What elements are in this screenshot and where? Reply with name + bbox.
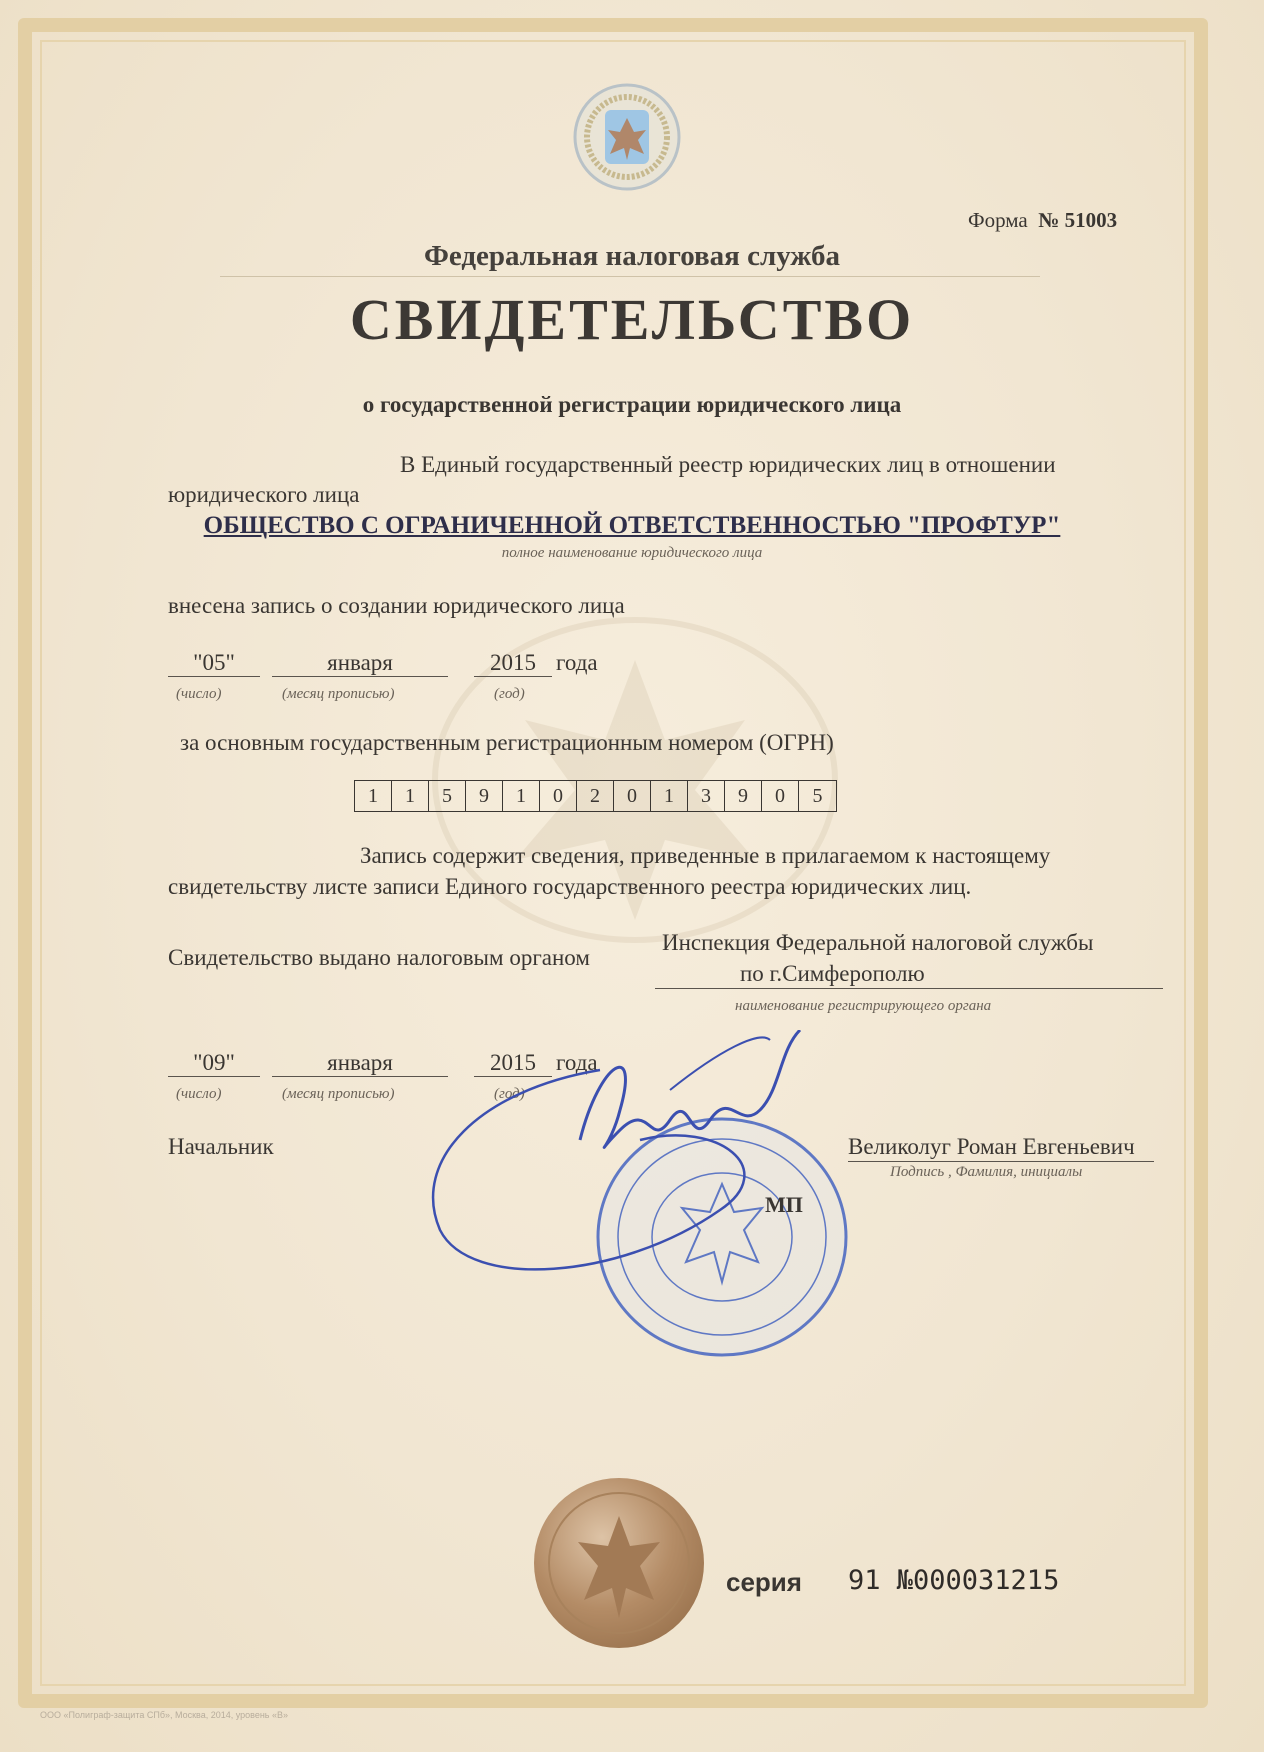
agency-name: Федеральная налоговая служба xyxy=(423,240,841,272)
issue-year: 2015 xyxy=(474,1050,552,1077)
issuer-underline xyxy=(655,988,1163,989)
document-title: СВИДЕТЕЛЬСТВО xyxy=(349,287,915,352)
signature-icon xyxy=(420,1030,920,1320)
ogrn-digit: 5 xyxy=(429,781,466,811)
ogrn-digit: 3 xyxy=(688,781,725,811)
ogrn-digit: 1 xyxy=(392,781,429,811)
form-label: Форма xyxy=(968,208,1028,232)
intro-line-1: В Единый государственный реестр юридических лиц в отношении xyxy=(400,452,1056,477)
head-caption: Подпись , Фамилия, инициалы xyxy=(890,1164,1083,1180)
ogrn-digit: 1 xyxy=(503,781,540,811)
entry-text: внесена запись о создании юридического лица xyxy=(168,593,625,618)
printer-footer: ООО «Полиграф-защита СПб», Москва, 2014, уровень «В» xyxy=(40,1710,288,1720)
series-label: серия xyxy=(726,1567,802,1597)
issued-label: Свидетельство выдано налоговым органом xyxy=(168,945,590,970)
head-name: Великолуг Роман Евгеньевич xyxy=(848,1134,1135,1159)
creation-month-caption: (месяц прописью) xyxy=(282,686,395,702)
record-line-1: Запись содержит сведения, приведенные в прилагаемом к настоящему xyxy=(360,843,1051,868)
issue-month: января xyxy=(272,1050,448,1077)
series-number: 91 №000031215 xyxy=(848,1565,1060,1596)
intro-line-2: юридического лица xyxy=(168,482,360,507)
head-title: Начальник xyxy=(168,1134,274,1159)
issuer-caption: наименование регистрирующего органа xyxy=(735,998,992,1014)
issuer-line-2: по г.Симферополю xyxy=(740,961,925,986)
ogrn-label: за основным государственным регистрационным номером (ОГРН) xyxy=(180,730,834,755)
hologram-emblem-icon xyxy=(572,82,682,192)
company-name: ОБЩЕСТВО С ОГРАНИЧЕННОЙ ОТВЕТСТВЕННОСТЬЮ "ПРОФТУР" xyxy=(203,512,1061,539)
issue-year-caption: (год) xyxy=(494,1086,525,1102)
issuer-line-1: Инспекция Федеральной налоговой службы xyxy=(662,930,1094,955)
ogrn-digit: 5 xyxy=(812,785,823,807)
company-caption: полное наименование юридического лица xyxy=(501,545,763,561)
document-subtitle: о государственной регистрации юридического лица xyxy=(362,392,902,417)
gold-foil-seal-icon xyxy=(532,1476,706,1650)
ogrn-digit: 1 xyxy=(651,781,688,811)
issue-day: "09" xyxy=(168,1050,260,1077)
issue-month-caption: (месяц прописью) xyxy=(282,1086,395,1102)
form-number-value: № 51003 xyxy=(1038,208,1118,232)
seal-place-mark: МП xyxy=(765,1192,803,1217)
agency-divider xyxy=(220,276,1040,277)
issue-day-caption: (число) xyxy=(176,1086,222,1102)
creation-year: 2015 xyxy=(474,650,552,677)
ogrn-digit: 1 xyxy=(355,781,392,811)
creation-year-suffix: года xyxy=(556,650,598,675)
creation-day-caption: (число) xyxy=(176,686,222,702)
ogrn-digit: 9 xyxy=(725,781,762,811)
ogrn-digit: 0 xyxy=(614,781,651,811)
ogrn-digit: 0 xyxy=(762,781,799,811)
ogrn-number xyxy=(354,780,837,812)
ogrn-digit: 0 xyxy=(540,781,577,811)
record-line-2: свидетельству листе записи Единого государственного реестра юридических лиц. xyxy=(168,874,972,899)
creation-month: января xyxy=(272,650,448,677)
creation-day: "05" xyxy=(168,650,260,677)
issue-year-suffix: года xyxy=(556,1050,598,1075)
ogrn-digit: 9 xyxy=(466,781,503,811)
ogrn-digit: 2 xyxy=(577,781,614,811)
form-number xyxy=(968,208,1117,233)
creation-year-caption: (год) xyxy=(494,686,525,702)
